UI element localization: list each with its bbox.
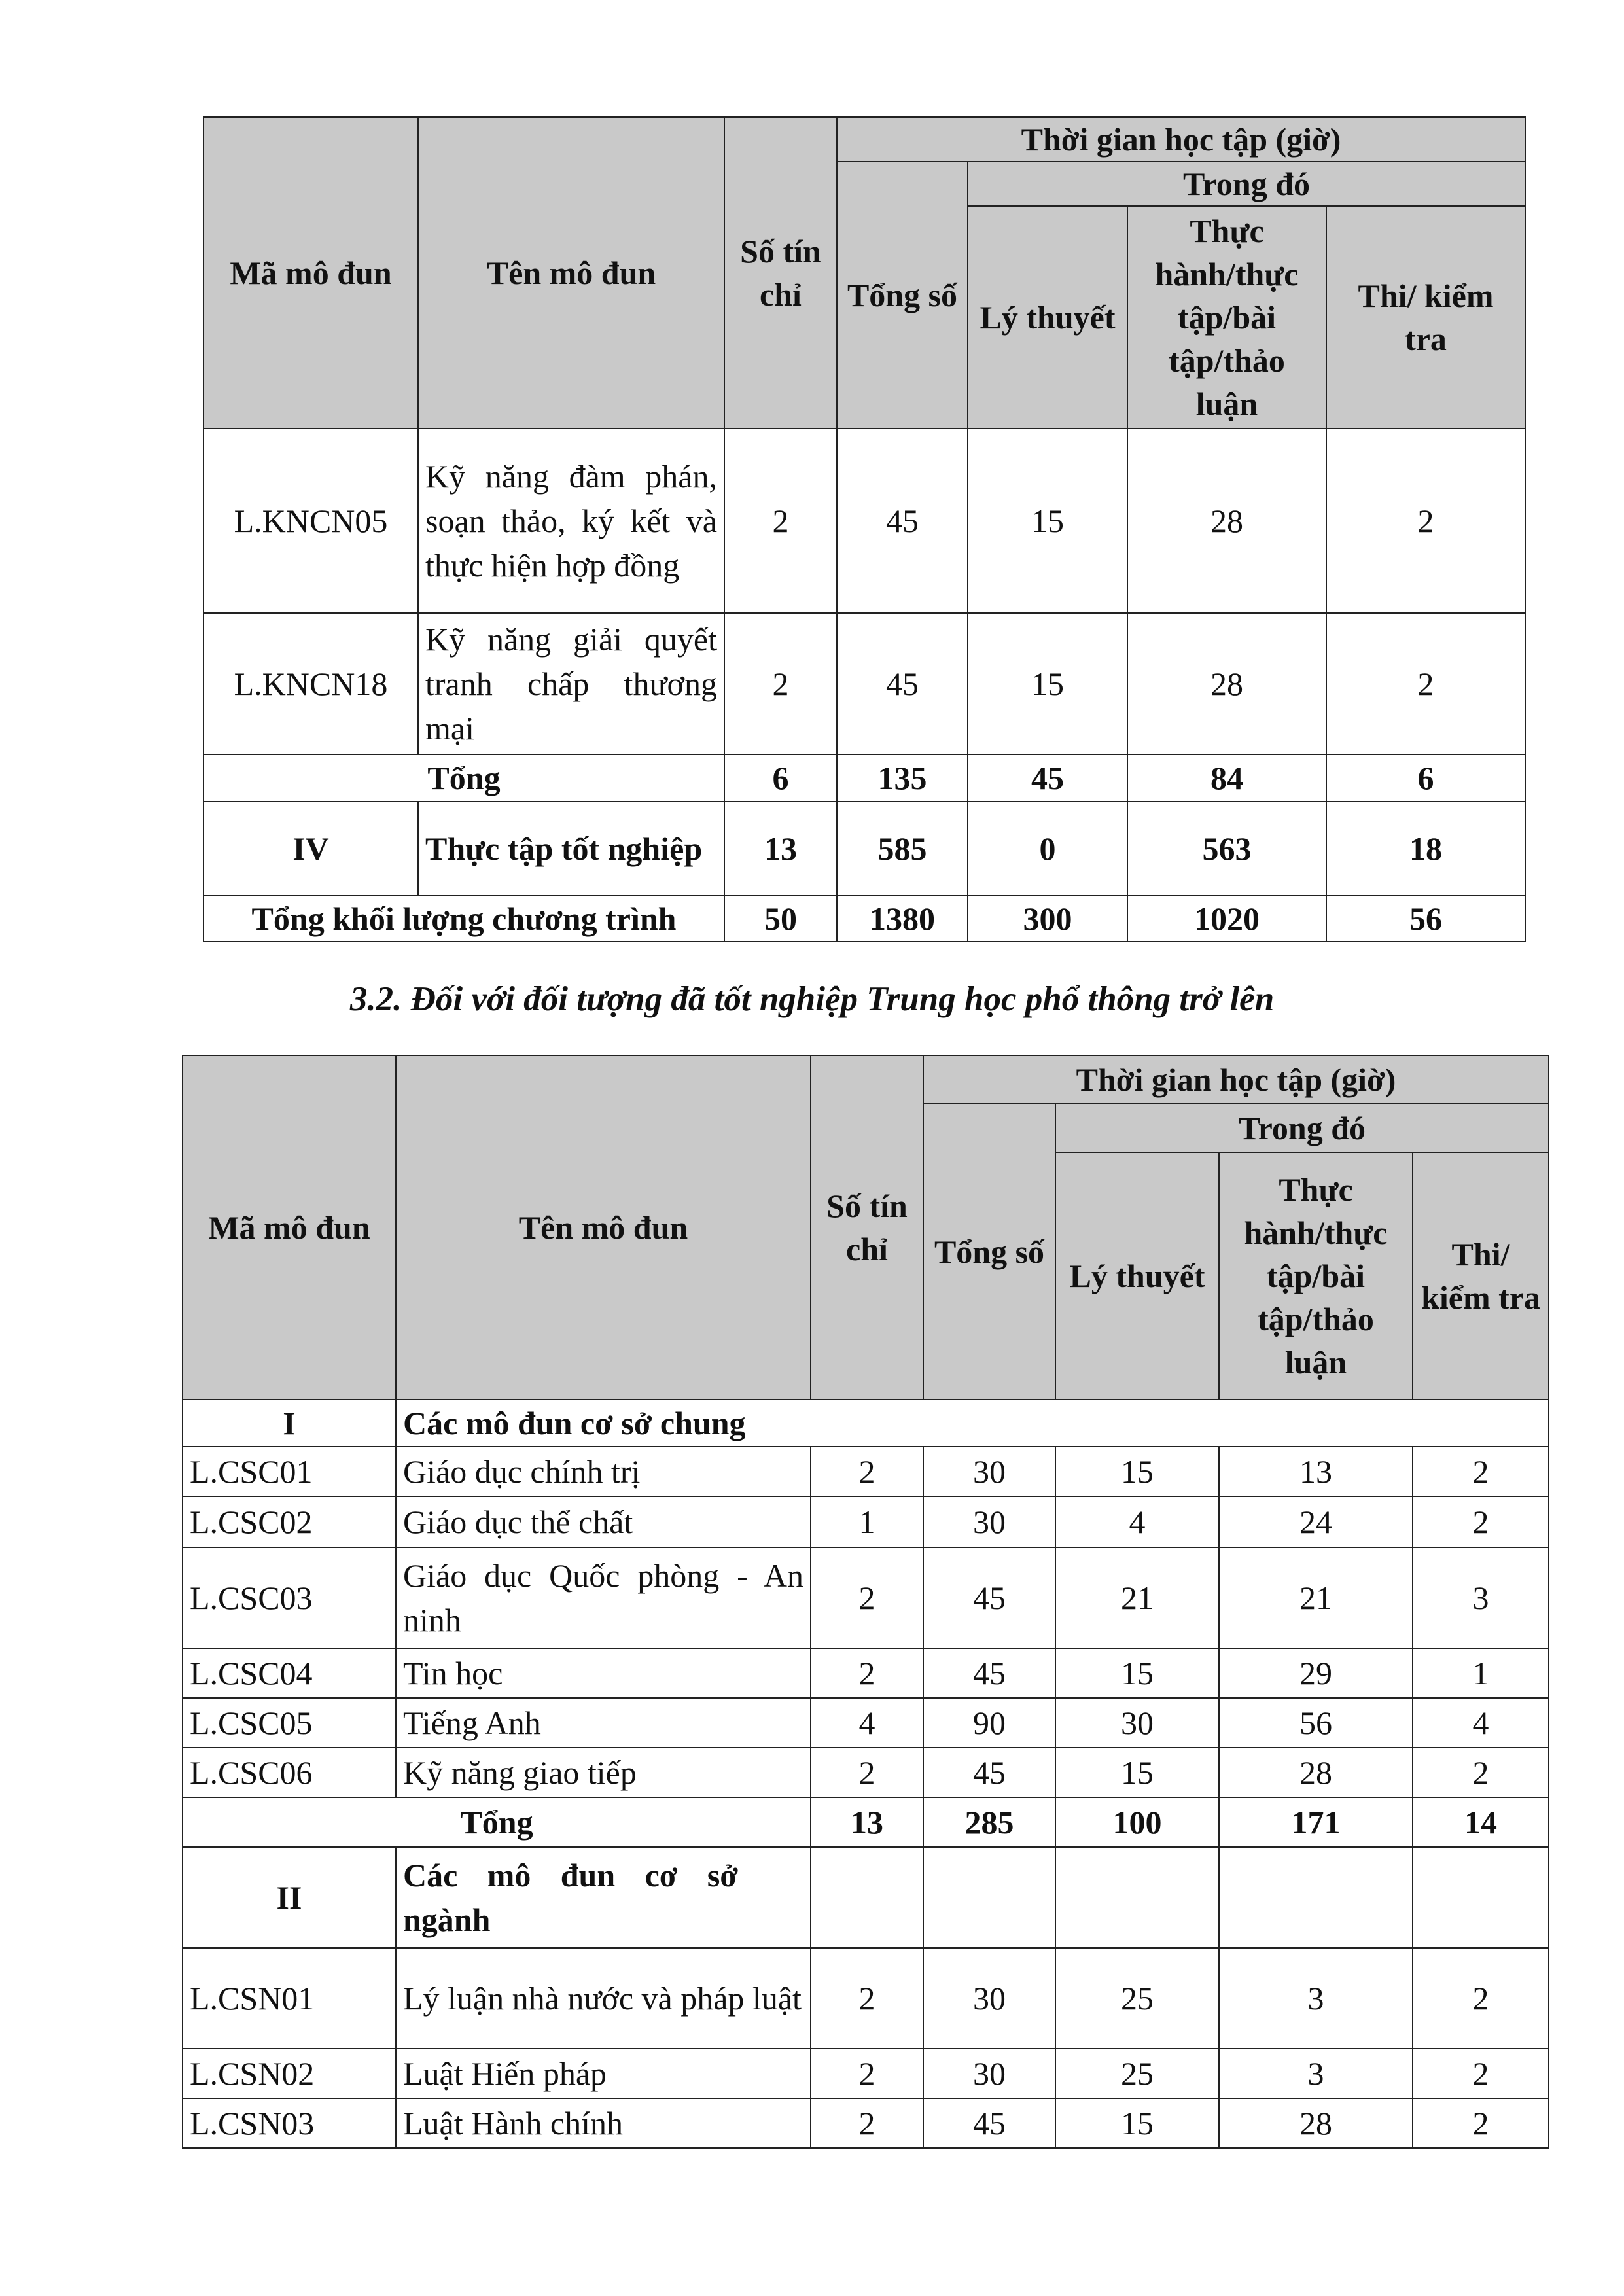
- practice-cell: 56: [1219, 1698, 1413, 1748]
- module-code: L.CSC03: [183, 1547, 396, 1648]
- credits-cell: 4: [811, 1698, 923, 1748]
- credits-cell: 2: [811, 1748, 923, 1797]
- credits-cell: 13: [724, 802, 837, 896]
- total-cell: 45: [923, 2098, 1055, 2148]
- practice-cell: 24: [1219, 1496, 1413, 1547]
- module-name: Tiếng Anh: [396, 1698, 811, 1748]
- module-code: L.CSC04: [183, 1648, 396, 1698]
- theory-cell: 15: [968, 613, 1127, 754]
- exam-cell: 4: [1413, 1698, 1549, 1748]
- header-study-time: Thời gian học tập (giờ): [923, 1055, 1549, 1104]
- theory-cell: 25: [1055, 1948, 1219, 2049]
- total-cell: 1380: [837, 896, 968, 942]
- practice-cell: 29: [1219, 1648, 1413, 1698]
- header-credits: Số tín chỉ: [811, 1055, 923, 1400]
- table-row: [183, 1496, 1549, 1547]
- practice-cell: 1020: [1127, 896, 1326, 942]
- module-name: Kỹ năng giải quyết tranh chấp thương mại: [418, 613, 724, 754]
- header-total: Tổng số: [923, 1104, 1055, 1400]
- empty-cell: [811, 1847, 923, 1948]
- credits-cell: 50: [724, 896, 837, 942]
- module-code: L.CSN02: [183, 2049, 396, 2098]
- section-name: Các mô đun cơ sở chung: [396, 1400, 1549, 1447]
- theory-cell: 15: [1055, 2098, 1219, 2148]
- module-name: Giáo dục chính trị: [396, 1447, 811, 1496]
- theory-cell: 30: [1055, 1698, 1219, 1748]
- practice-cell: 28: [1127, 429, 1326, 613]
- header-of-which: Trong đó: [968, 162, 1525, 206]
- module-code: L.CSC01: [183, 1447, 396, 1496]
- exam-cell: 2: [1326, 613, 1525, 754]
- module-code: L.CSC02: [183, 1496, 396, 1547]
- section-row: [183, 1400, 1549, 1447]
- exam-cell: 2: [1413, 2049, 1549, 2098]
- module-code: L.CSN01: [183, 1948, 396, 2049]
- exam-cell: 56: [1326, 896, 1525, 942]
- credits-cell: 2: [811, 2049, 923, 2098]
- practice-cell: 21: [1219, 1547, 1413, 1648]
- theory-cell: 15: [968, 429, 1127, 613]
- credits-cell: 2: [811, 2098, 923, 2148]
- practice-cell: 28: [1219, 2098, 1413, 2148]
- theory-cell: 15: [1055, 1748, 1219, 1797]
- header-module-name: Tên mô đun: [418, 117, 724, 429]
- module-name: Luật Hành chính: [396, 2098, 811, 2148]
- section-name: Thực tập tốt nghiệp: [418, 802, 724, 896]
- total-cell: 45: [923, 1748, 1055, 1797]
- practice-cell: 3: [1219, 2049, 1413, 2098]
- header-module-code: Mã mô đun: [183, 1055, 396, 1400]
- module-name: Kỹ năng đàm phán, soạn thảo, ký kết và thực hiện hợp đồng: [418, 429, 724, 613]
- header-of-which: Trong đó: [1055, 1104, 1549, 1152]
- header-total: Tổng số: [837, 162, 968, 429]
- exam-cell: 6: [1326, 754, 1525, 802]
- exam-cell: 14: [1413, 1797, 1549, 1847]
- program-table-high-school: [182, 1055, 1549, 2149]
- total-cell: 30: [923, 1948, 1055, 2049]
- module-name: Giáo dục thể chất: [396, 1496, 811, 1547]
- subtotal-label: Tổng: [183, 1797, 811, 1847]
- module-code: L.CSC05: [183, 1698, 396, 1748]
- theory-cell: 45: [968, 754, 1127, 802]
- module-name: Giáo dục Quốc phòng - An ninh: [396, 1547, 811, 1648]
- header-practice: Thực hành/thực tập/bài tập/thảo luận: [1127, 206, 1326, 429]
- total-cell: 30: [923, 2049, 1055, 2098]
- table-row: [183, 1648, 1549, 1698]
- module-code: L.CSC06: [183, 1748, 396, 1797]
- total-cell: 90: [923, 1698, 1055, 1748]
- table-row: [183, 1547, 1549, 1648]
- total-cell: 285: [923, 1797, 1055, 1847]
- practice-cell: 13: [1219, 1447, 1413, 1496]
- grand-total-row: [203, 896, 1525, 942]
- credits-cell: 1: [811, 1496, 923, 1547]
- exam-cell: 1: [1413, 1648, 1549, 1698]
- theory-cell: 15: [1055, 1648, 1219, 1698]
- header-practice: Thực hành/thực tập/bài tập/thảo luận: [1219, 1152, 1413, 1400]
- section-name: Các mô đun cơ sở ngành: [396, 1847, 811, 1948]
- theory-cell: 4: [1055, 1496, 1219, 1547]
- module-name: Lý luận nhà nước và pháp luật: [396, 1948, 811, 2049]
- table-row: [183, 1698, 1549, 1748]
- credits-cell: 2: [811, 1648, 923, 1698]
- credits-cell: 2: [724, 429, 837, 613]
- header-credits: Số tín chỉ: [724, 117, 837, 429]
- table-row: [183, 1447, 1549, 1496]
- total-cell: 585: [837, 802, 968, 896]
- subtotal-row: [183, 1797, 1549, 1847]
- module-code: L.KNCN05: [203, 429, 418, 613]
- empty-cell: [1413, 1847, 1549, 1948]
- table-row: [183, 2098, 1549, 2148]
- section-row: [183, 1847, 1549, 1948]
- practice-cell: 28: [1219, 1748, 1413, 1797]
- header-module-name: Tên mô đun: [396, 1055, 811, 1400]
- theory-cell: 300: [968, 896, 1127, 942]
- empty-cell: [1055, 1847, 1219, 1948]
- total-cell: 30: [923, 1447, 1055, 1496]
- theory-cell: 21: [1055, 1547, 1219, 1648]
- credits-cell: 6: [724, 754, 837, 802]
- theory-cell: 15: [1055, 1447, 1219, 1496]
- theory-cell: 100: [1055, 1797, 1219, 1847]
- module-name: Tin học: [396, 1648, 811, 1698]
- table-row: [183, 2049, 1549, 2098]
- header-study-time: Thời gian học tập (giờ): [837, 117, 1525, 162]
- header-exam: Thi/ kiểm tra: [1326, 206, 1525, 429]
- practice-cell: 563: [1127, 802, 1326, 896]
- theory-cell: 25: [1055, 2049, 1219, 2098]
- practice-cell: 84: [1127, 754, 1326, 802]
- theory-cell: 0: [968, 802, 1127, 896]
- module-code: L.KNCN18: [203, 613, 418, 754]
- credits-cell: 2: [811, 1547, 923, 1648]
- total-cell: 30: [923, 1496, 1055, 1547]
- exam-cell: 2: [1413, 1748, 1549, 1797]
- header-theory: Lý thuyết: [968, 206, 1127, 429]
- total-cell: 45: [923, 1648, 1055, 1698]
- exam-cell: 2: [1413, 1447, 1549, 1496]
- exam-cell: 2: [1413, 1948, 1549, 2049]
- table-row: [203, 613, 1525, 754]
- total-cell: 135: [837, 754, 968, 802]
- total-cell: 45: [837, 429, 968, 613]
- total-cell: 45: [923, 1547, 1055, 1648]
- empty-cell: [923, 1847, 1055, 1948]
- section-code: I: [183, 1400, 396, 1447]
- module-code: L.CSN03: [183, 2098, 396, 2148]
- subtotal-row: [203, 754, 1525, 802]
- section-code: II: [183, 1847, 396, 1948]
- credits-cell: 2: [724, 613, 837, 754]
- table-row: [183, 1948, 1549, 2049]
- program-table-continued: [203, 116, 1526, 942]
- section-heading: 3.2. Đối với đối tượng đã tốt nghiệp Trung học phổ thông trở lên: [349, 980, 1275, 1018]
- practice-cell: 28: [1127, 613, 1326, 754]
- total-cell: 45: [837, 613, 968, 754]
- table-row: [203, 429, 1525, 613]
- module-name: Luật Hiến pháp: [396, 2049, 811, 2098]
- header-exam: Thi/ kiểm tra: [1413, 1152, 1549, 1400]
- exam-cell: 3: [1413, 1547, 1549, 1648]
- practice-cell: 3: [1219, 1948, 1413, 2049]
- credits-cell: 2: [811, 1447, 923, 1496]
- header-theory: Lý thuyết: [1055, 1152, 1219, 1400]
- table-row: [183, 1748, 1549, 1797]
- module-name: Kỹ năng giao tiếp: [396, 1748, 811, 1797]
- exam-cell: 2: [1326, 429, 1525, 613]
- exam-cell: 18: [1326, 802, 1525, 896]
- subtotal-label: Tổng: [203, 754, 724, 802]
- practice-cell: 171: [1219, 1797, 1413, 1847]
- exam-cell: 2: [1413, 2098, 1549, 2148]
- exam-cell: 2: [1413, 1496, 1549, 1547]
- header-module-code: Mã mô đun: [203, 117, 418, 429]
- section-row: [203, 802, 1525, 896]
- empty-cell: [1219, 1847, 1413, 1948]
- section-code: IV: [203, 802, 418, 896]
- grand-total-label: Tổng khối lượng chương trình: [203, 896, 724, 942]
- credits-cell: 2: [811, 1948, 923, 2049]
- credits-cell: 13: [811, 1797, 923, 1847]
